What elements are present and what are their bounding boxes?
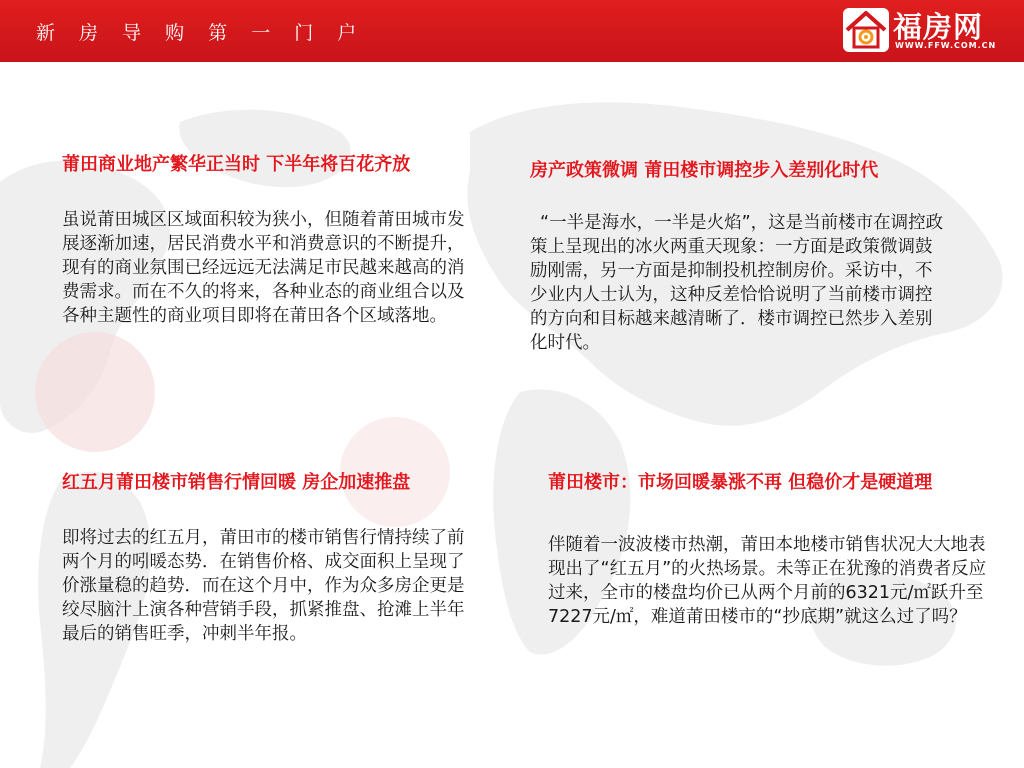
article-block <box>530 158 948 355</box>
site-logo[interactable] <box>843 6 1003 56</box>
article-title[interactable]: 红五月莆田楼市销售行情回暖 房企加速推盘 <box>62 472 411 493</box>
article-block <box>62 470 480 646</box>
article-body: 伴随着一波波楼市热潮，莆田本地楼市销售状况大大地表现出了“红五月”的火热场景。未等正在犹豫的消费者反应过来，全市的楼盘均价已从两个月前的6321元/㎡跃升至7227元/㎡，难道莆田楼市的“抄底期”就这么过了吗？ <box>548 535 987 627</box>
article-body: 虽说莆田城区区域面积较为狭小，但随着莆田城市发展逐渐加速，居民消费水平和消费意识的不断提升，现有的商业氛围已经远远无法满足市民越来越高的消费需求。而在不久的将来，各种业态的商业组合以及各种主题性的商业项目即将在莆田各个区域落地。 <box>62 210 465 326</box>
article-block <box>62 152 480 328</box>
article-body: 即将过去的红五月，莆田市的楼市销售行情持续了前两个月的吲暖态势．在销售价格、成交面积上呈现了价涨量稳的趋势．而在这个月中，作为众多房企更是绞尽脑汁上演各种营销手段，抓紧推盘、抢滩上半年最后的销售旺季，冲刺半年报。 <box>62 528 465 644</box>
article-title[interactable]: 房产政策微调 莆田楼市调控步入差别化时代 <box>530 160 879 181</box>
header-slogan: 新 房 导 购 第 一 门 户 <box>36 22 366 44</box>
header-banner <box>0 0 1024 62</box>
article-block <box>548 470 998 629</box>
article-body: “一半是海水，一半是火焰”，这是当前楼市在调控政策上呈现出的冰火两重天现象：一方面是政策微调鼓励刚需，另一方面是抑制投机控制房价。采访中，不少业内人士认为，这种反差恰恰说明了当前楼市调控的方向和目标越来越清晰了．楼市调控已然步入差别化时代。 <box>530 213 944 353</box>
article-title[interactable]: 莆田楼市：市场回暖暴涨不再 但稳价才是硬道理 <box>548 472 933 493</box>
logo-url: WWW.FFW.COM.CN <box>895 41 997 50</box>
house-logo-icon <box>843 8 889 52</box>
article-title[interactable]: 莆田商业地产繁华正当时 下半年将百花齐放 <box>62 154 411 175</box>
logo-name: 福房网 <box>893 10 984 44</box>
